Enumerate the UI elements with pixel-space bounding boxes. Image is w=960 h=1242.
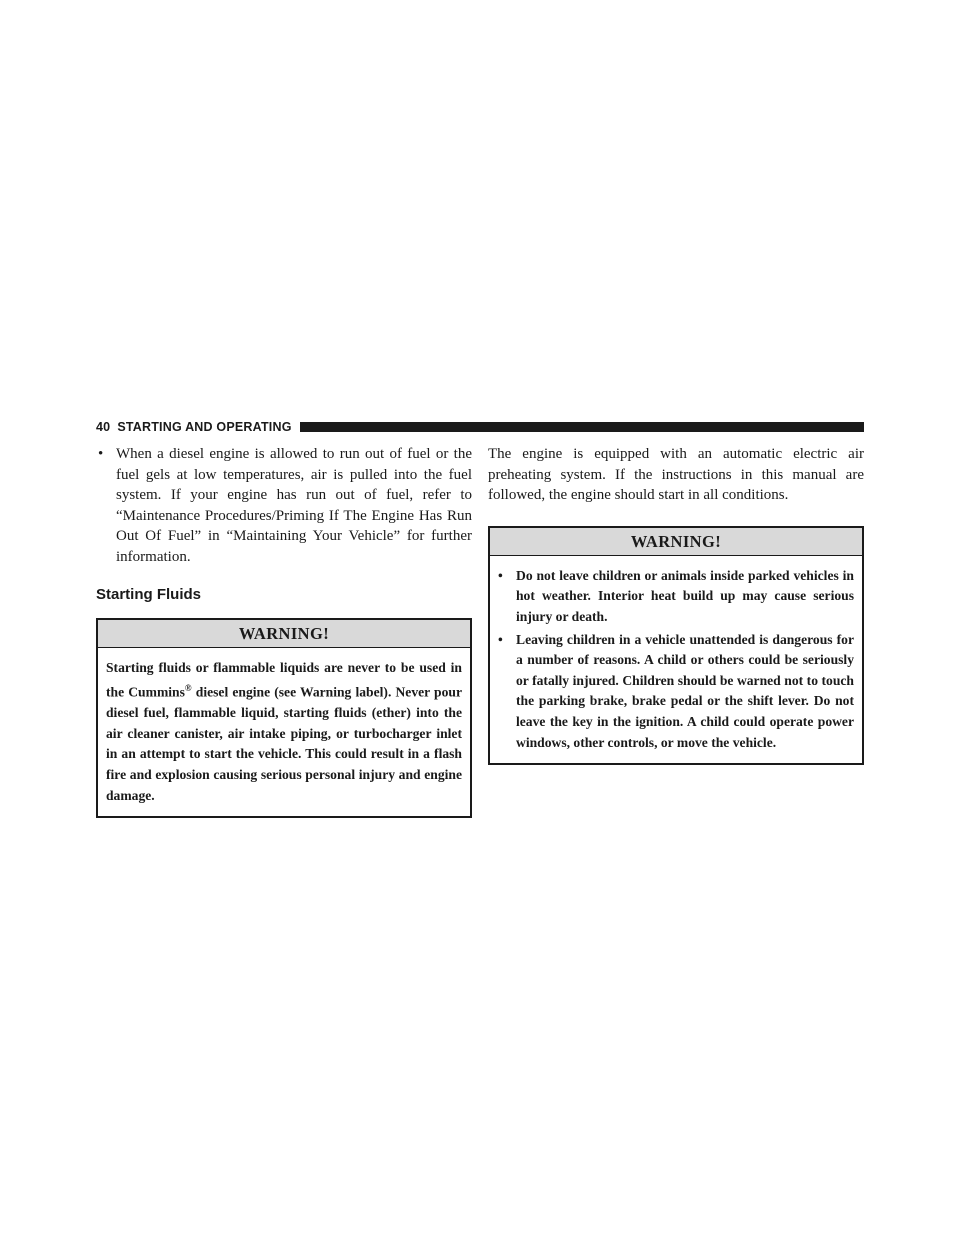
warning-body [490, 556, 862, 763]
warning-item [498, 630, 854, 754]
section-heading: Starting Fluids [96, 585, 201, 603]
page-header [96, 420, 864, 434]
bullet-text: When a diesel engine is allowed to run out of fuel or the fuel gels at low temperatures, air is pulled into the fuel system. If your engine has run out of fuel, refer to “Maintenance Procedures/Priming If The Engine Has Run Out Of Fuel” in “Maintaining Your Vehicle” for further information. [116, 446, 472, 565]
warning-item-text: Do not leave children or animals inside parked vehicles in hot weather. Interior heat build up may cause serious injury or death. [516, 567, 854, 624]
bullet-icon: • [98, 446, 104, 462]
bullet-icon: • [498, 567, 503, 583]
warning-box [488, 526, 864, 765]
left-column [96, 444, 472, 818]
list-item [96, 444, 472, 568]
warning-title: WARNING! [490, 528, 862, 556]
warning-box [96, 618, 472, 819]
bullet-icon: • [498, 631, 503, 647]
warning-title: WARNING! [98, 620, 470, 648]
page-number: 40 [96, 420, 111, 434]
header-rule [300, 422, 864, 432]
section-title: STARTING AND OPERATING [117, 420, 292, 434]
warning-item-text: Leaving children in a vehicle unattended is dangerous for a number of reasons. A child or others could be seriously or fatally injured. Children should be warned not to touch the parking brake, brake pedal or the shift lever. Do not leave the key in the ignition. A child could operate power windows, other controls, or move the vehicle. [516, 631, 854, 750]
registered-mark: ® [184, 683, 192, 694]
warning-text: Starting fluids or flammable liquids are never to be used in the Cummins® diesel engine (see Warning label). Never pour diesel fuel, flammable liquid, starting fluids (ether) into the air cleaner canister, air intake piping, or turbocharger inlet in an attempt to start the vehicle. This could result in a flash fire and explosion causing serious personal injury and engine damage. [106, 659, 463, 803]
body-paragraph: The engine is equipped with an automatic electric air preheating system. If the instructions in this manual are followed, the engine should start in all conditions. [488, 446, 864, 504]
warning-body [98, 648, 470, 817]
warning-item [498, 566, 854, 628]
right-column [488, 444, 864, 765]
